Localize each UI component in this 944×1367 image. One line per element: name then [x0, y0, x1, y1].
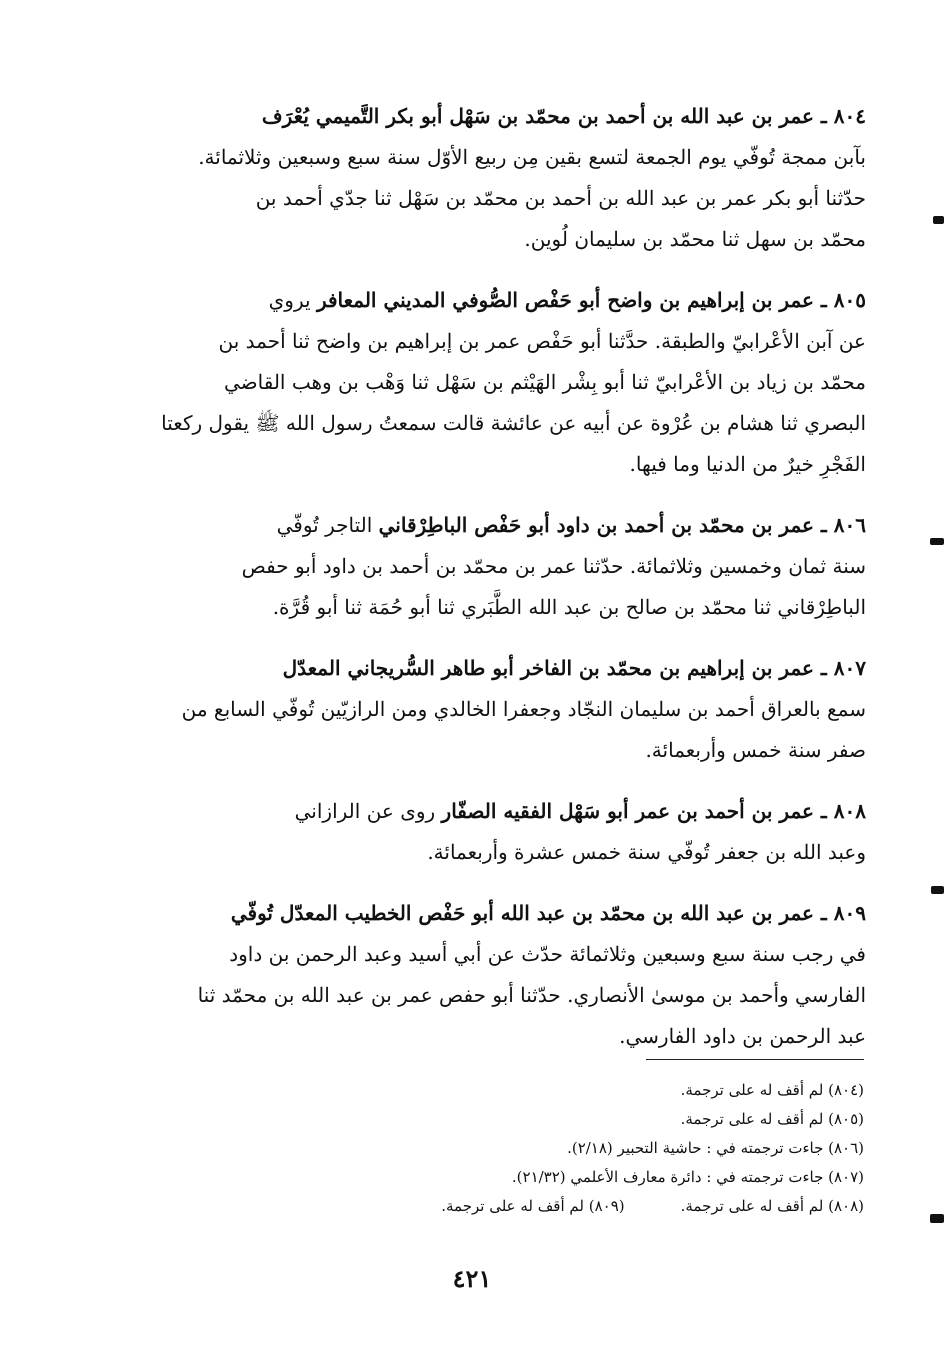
footnotes — [240, 1076, 864, 1221]
footnote: (٨٠٩) لم أقف له على ترجمة. — [441, 1197, 625, 1215]
entry-heading: عمر بن عبد الله بن أحمد بن محمّد بن سَهْل أبو بكر التَّميمي يُعْرَف — [261, 104, 814, 128]
entry-text-line: محمّد بن سهل ثنا محمّد بن سليمان لُوين. — [524, 227, 866, 251]
entry-heading-tail: روى عن الرازاني — [294, 799, 436, 823]
entry-number: ٨٠٥ — [833, 288, 866, 312]
biography-entry-805 — [118, 280, 866, 485]
footnote: (٨٠٧) جاءت ترجمته في : دائرة معارف الأعلمي (٢١/٣٢). — [511, 1168, 864, 1186]
entry-text-line: الفَجْرِ خيرٌ من الدنيا وما فيها. — [629, 452, 866, 476]
entry-number: ٨٠٦ — [833, 513, 866, 537]
entry-heading-line: ٨٠٩ ـ عمر بن عبد الله بن محمّد بن عبد الله أبو حَفْص الخطيب المعدّل تُوفّي — [230, 901, 866, 925]
entry-text-line: الفارسي وأحمد بن موسىٰ الأنصاري. حدّثنا أبو حفص عمر بن عبد الله بن محمّد ثنا — [197, 983, 866, 1007]
biography-entry-807 — [118, 648, 866, 771]
entry-number: ٨٠٩ — [833, 901, 866, 925]
entry-text-line: في رجب سنة سبع وسبعين وثلاثمائة حدّث عن أبي أسيد وعبد الرحمن بن داود — [229, 942, 866, 966]
entry-text-line: الباطِرْقاني ثنا محمّد بن صالح بن عبد الله الطَّبَري ثنا أبو حُمَة ثنا أبو قُرَّة. — [272, 595, 866, 619]
footnote: (٨٠٥) لم أقف له على ترجمة. — [680, 1110, 864, 1128]
entry-heading: عمر بن محمّد بن أحمد بن داود أبو حَفْص الباطِرْقاني — [378, 513, 814, 537]
entry-heading: عمر بن أحمد بن عمر أبو سَهْل الفقيه الصفّار — [441, 799, 814, 823]
scan-mark — [930, 538, 944, 545]
entry-number: ٨٠٧ — [833, 656, 866, 680]
entry-heading-line: ٨٠٦ ـ عمر بن محمّد بن أحمد بن داود أبو حَفْص الباطِرْقاني التاجر تُوفّي — [276, 513, 866, 537]
entry-heading-line: ٨٠٨ ـ عمر بن أحمد بن عمر أبو سَهْل الفقيه الصفّار روى عن الرازاني — [294, 799, 866, 823]
biography-entry-804 — [118, 96, 866, 260]
entry-text-line: عن آبن الأعْرابيّ والطبقة. حدَّثنا أبو حَفْص عمر بن إبراهيم بن واضح ثنا أحمد بن — [218, 329, 866, 353]
entry-heading: عمر بن إبراهيم بن واضح أبو حَفْص الصُّوفي المديني المعافر — [316, 288, 814, 312]
entry-text-line: سنة ثمان وخمسين وثلاثمائة. حدّثنا عمر بن محمّد بن أحمد بن داود أبو حفص — [241, 554, 866, 578]
biography-entry-808 — [118, 791, 866, 873]
footnote: (٨٠٨) لم أقف له على ترجمة. — [680, 1197, 864, 1215]
entry-text-line: محمّد بن زياد بن الأعْرابيّ ثنا أبو بِشْر الهَيْثم بن سَهْل ثنا وَهْب بن وهب القاضي — [223, 370, 866, 394]
entry-heading: عمر بن إبراهيم بن محمّد بن الفاخر أبو طاهر السُّريجاني المعدّل — [282, 656, 814, 680]
entry-heading: عمر بن عبد الله بن محمّد بن عبد الله أبو حَفْص الخطيب المعدّل تُوفّي — [230, 901, 814, 925]
biography-entry-809 — [118, 893, 866, 1057]
footnote-pair — [240, 1192, 864, 1221]
entry-number: ٨٠٨ — [833, 799, 866, 823]
entry-text-line: حدّثنا أبو بكر عمر بن عبد الله بن أحمد بن محمّد بن سَهْل ثنا جدّي أحمد بن — [255, 186, 866, 210]
scan-mark — [931, 886, 944, 894]
main-text-column — [118, 96, 866, 1077]
entry-text-line: بآبن ممجة تُوفّي يوم الجمعة لتسع بقين مِن ربيع الأوّل سنة سبع وسبعين وثلاثمائة. — [198, 145, 866, 169]
entry-heading-line: ٨٠٥ ـ عمر بن إبراهيم بن واضح أبو حَفْص الصُّوفي المديني المعافر يروي — [268, 288, 866, 312]
page-number: ٤٢١ — [452, 1264, 492, 1293]
entry-heading-line: ٨٠٤ ـ عمر بن عبد الله بن أحمد بن محمّد بن سَهْل أبو بكر التَّميمي يُعْرَف — [261, 104, 866, 128]
entry-text-line: سمع بالعراق أحمد بن سليمان النجّاد وجعفرا الخالدي ومن الرازيّين تُوفّي السابع من — [181, 697, 866, 721]
entry-text-line: صفر سنة خمس وأربعمائة. — [645, 738, 866, 762]
footnote-divider — [646, 1059, 864, 1060]
entry-text-line: وعبد الله بن جعفر تُوفّي سنة خمس عشرة وأربعمائة. — [427, 840, 866, 864]
entry-heading-tail: التاجر تُوفّي — [276, 513, 373, 537]
entry-text-line: عبد الرحمن بن داود الفارسي. — [619, 1024, 866, 1048]
entry-heading-line: ٨٠٧ ـ عمر بن إبراهيم بن محمّد بن الفاخر أبو طاهر السُّريجاني المعدّل — [282, 656, 866, 680]
entry-text-line: البصري ثنا هشام بن عُرْوة عن أبيه عن عائشة قالت سمعتُ رسول الله ﷺ يقول ركعتا — [161, 411, 866, 435]
scan-mark — [930, 1214, 944, 1223]
biography-entry-806 — [118, 505, 866, 628]
entry-heading-tail: يروي — [268, 288, 311, 312]
entry-number: ٨٠٤ — [833, 104, 866, 128]
footnote: (٨٠٦) جاءت ترجمته في : حاشية التحبير (٢/١٨). — [567, 1139, 864, 1157]
scan-mark — [933, 216, 944, 224]
footnote: (٨٠٤) لم أقف له على ترجمة. — [680, 1081, 864, 1099]
